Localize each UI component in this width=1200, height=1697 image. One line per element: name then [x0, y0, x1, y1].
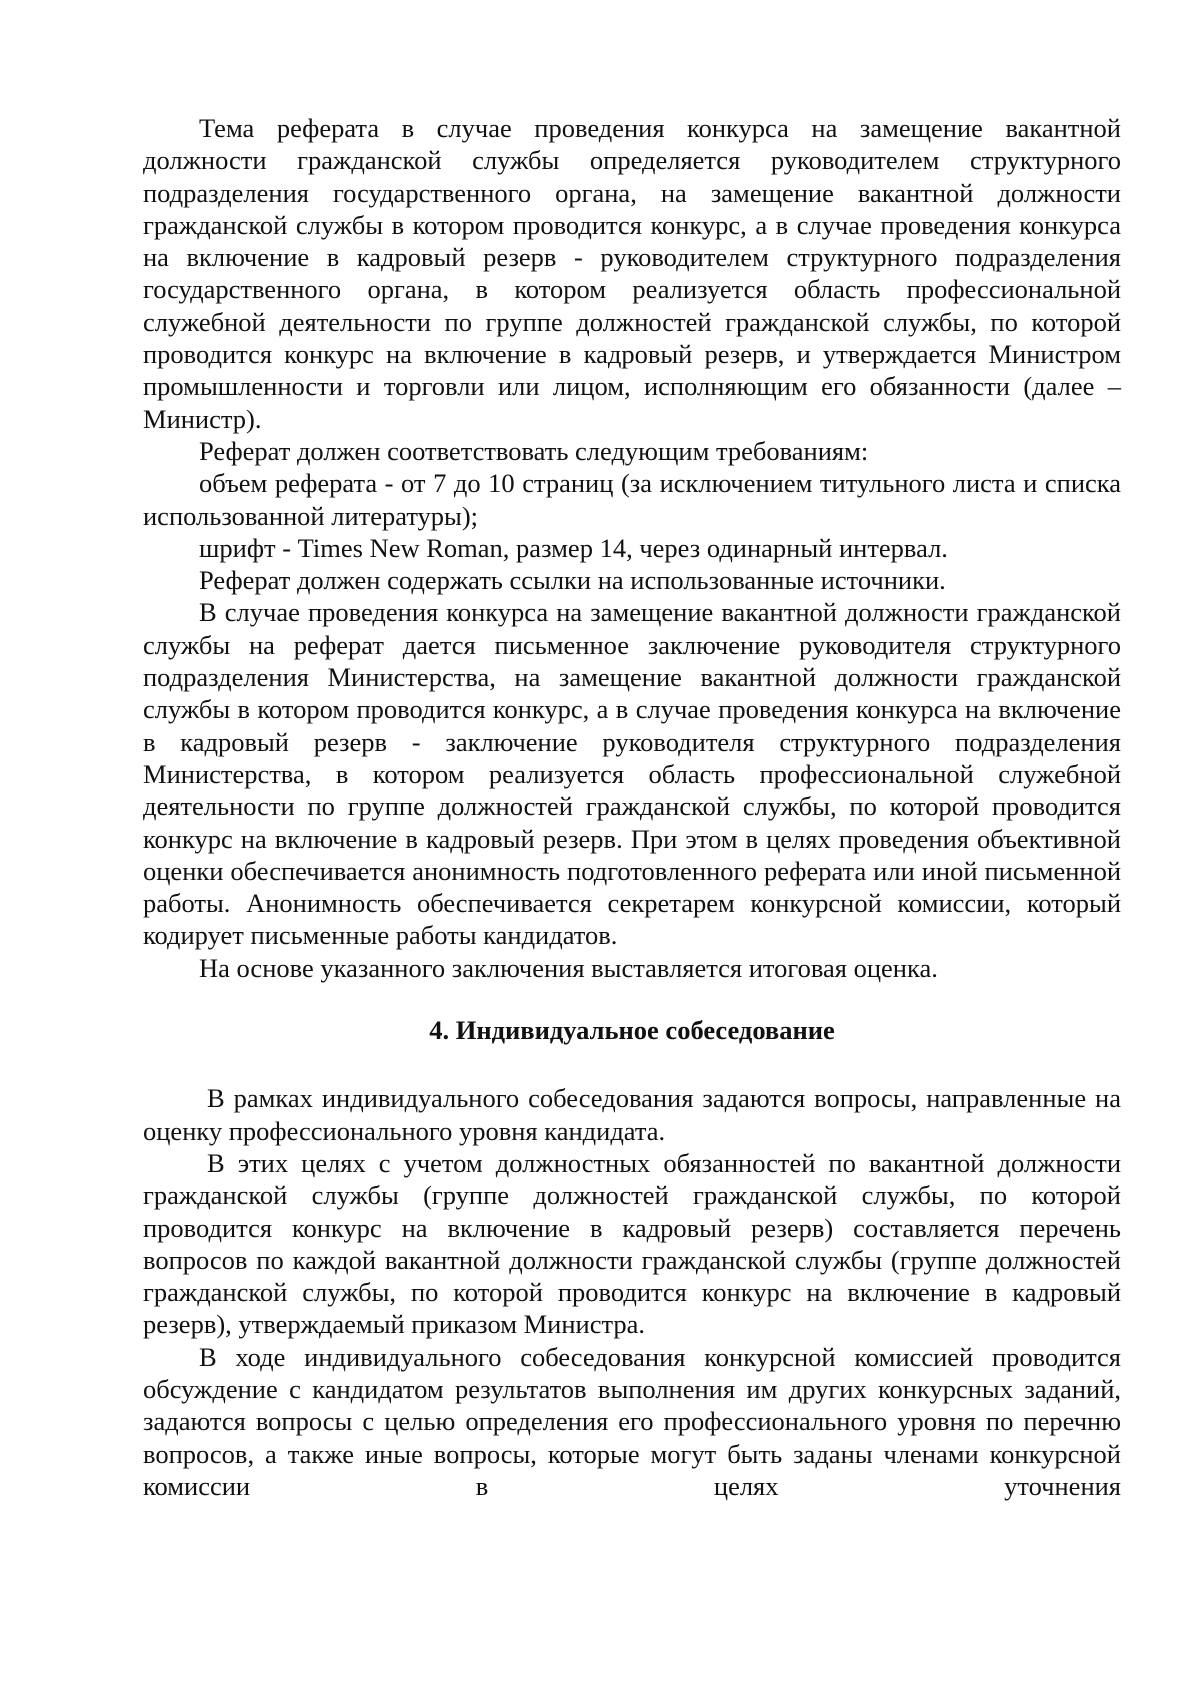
paragraph-essay-topic: Тема реферата в случае проведения конкурса на замещение вакантной должности гражданской службы определяется руководителем структурного подразделения государственного органа, на замещение вакантной должности гражданской службы в котором проводится конкурс, а в случае проведения конкурса на включение в кадровый резерв - руководителем структурного подразделения государственного органа, в котором реализуется область профессиональной служебной деятельности по группе должностей гражданской службы, по которой проводится конкурс на включение в кадровый резерв, и утверждается Министром промышленности и торговли или лицом, исполняющим его обязанности (далее – Министр).: [143, 113, 1121, 434]
section-heading: 4. Индивидуальное собеседование: [429, 1015, 835, 1046]
paragraph-essay-volume: объем реферата - от 7 до 10 страниц (за исключением титульного листа и списка использованной литературы);: [143, 468, 1121, 531]
paragraph-essay-references: Реферат должен содержать ссылки на использованные источники.: [199, 565, 946, 596]
paragraph-essay-requirements: Реферат должен соответствовать следующим требованиям:: [199, 435, 869, 466]
paragraph-interview-process: В ходе индивидуального собеседования конкурсной комиссией проводится обсуждение с кандидатом результатов выполнения им других конкурсных заданий, задаются вопросы с целью определения его профессионального уровня по перечню вопросов, а также иные вопросы, которые могут быть заданы членами конкурсной комиссии в целях уточнения: [143, 1341, 1121, 1501]
document-body: [143, 112, 1121, 1502]
paragraph-interview-questions: В этих целях с учетом должностных обязанностей по вакантной должности гражданской службы (группе должностей гражданской службы, по которой проводится конкурс на включение в кадровый резерв) составляется перечень вопросов по каждой вакантной должности гражданской службы (группе должностей гражданской службы, по которой проводится конкурс на включение в кадровый резерв), утверждаемый приказом Министра.: [143, 1147, 1121, 1340]
paragraph-interview-intro: В рамках индивидуального собеседования задаются вопросы, направленные на оценку профессионального уровня кандидата.: [143, 1083, 1121, 1146]
paragraph-essay-font: шрифт - Times New Roman, размер 14, через одинарный интервал.: [199, 532, 948, 563]
paragraph-final-grade: На основе указанного заключения выставляется итоговая оценка.: [199, 952, 938, 983]
paragraph-essay-conclusion: В случае проведения конкурса на замещение вакантной должности гражданской службы на реферат дается письменное заключение руководителя структурного подразделения Министерства, на замещение вакантной должности гражданской службы в котором проводится конкурс, а в случае проведения конкурса на включение в кадровый резерв - заключение руководителя структурного подразделения Министерства, в котором реализуется область профессиональной служебной деятельности по группе должностей гражданской службы, по которой проводится конкурс на включение в кадровый резерв. При этом в целях проведения объективной оценки обеспечивается анонимность подготовленного реферата или иной письменной работы. Анонимность обеспечивается секретарем конкурсной комиссии, который кодирует письменные работы кандидатов.: [143, 597, 1121, 951]
